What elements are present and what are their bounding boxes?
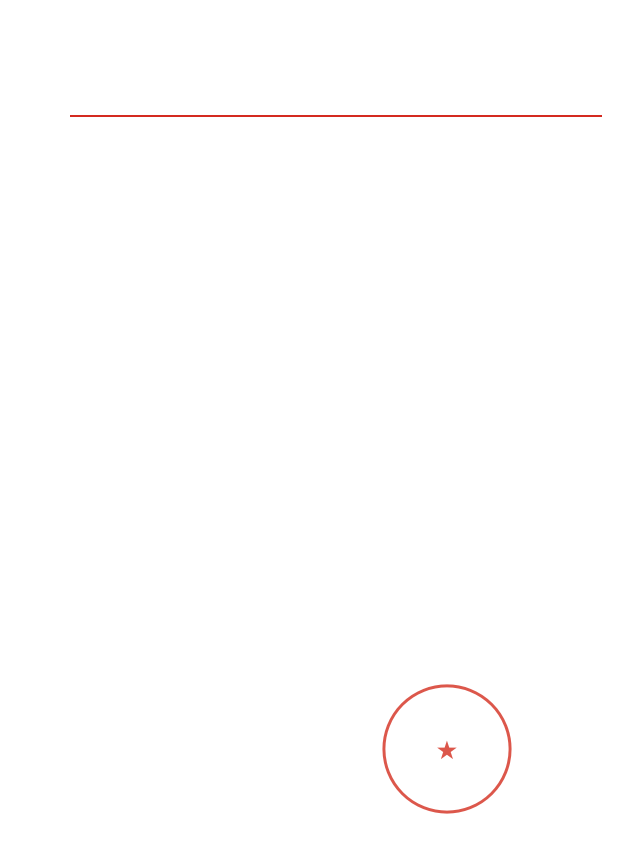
title-rule [70, 115, 602, 117]
official-seal [378, 680, 516, 818]
seal-ring [384, 686, 510, 812]
seal-star-icon: ★ [435, 735, 459, 766]
